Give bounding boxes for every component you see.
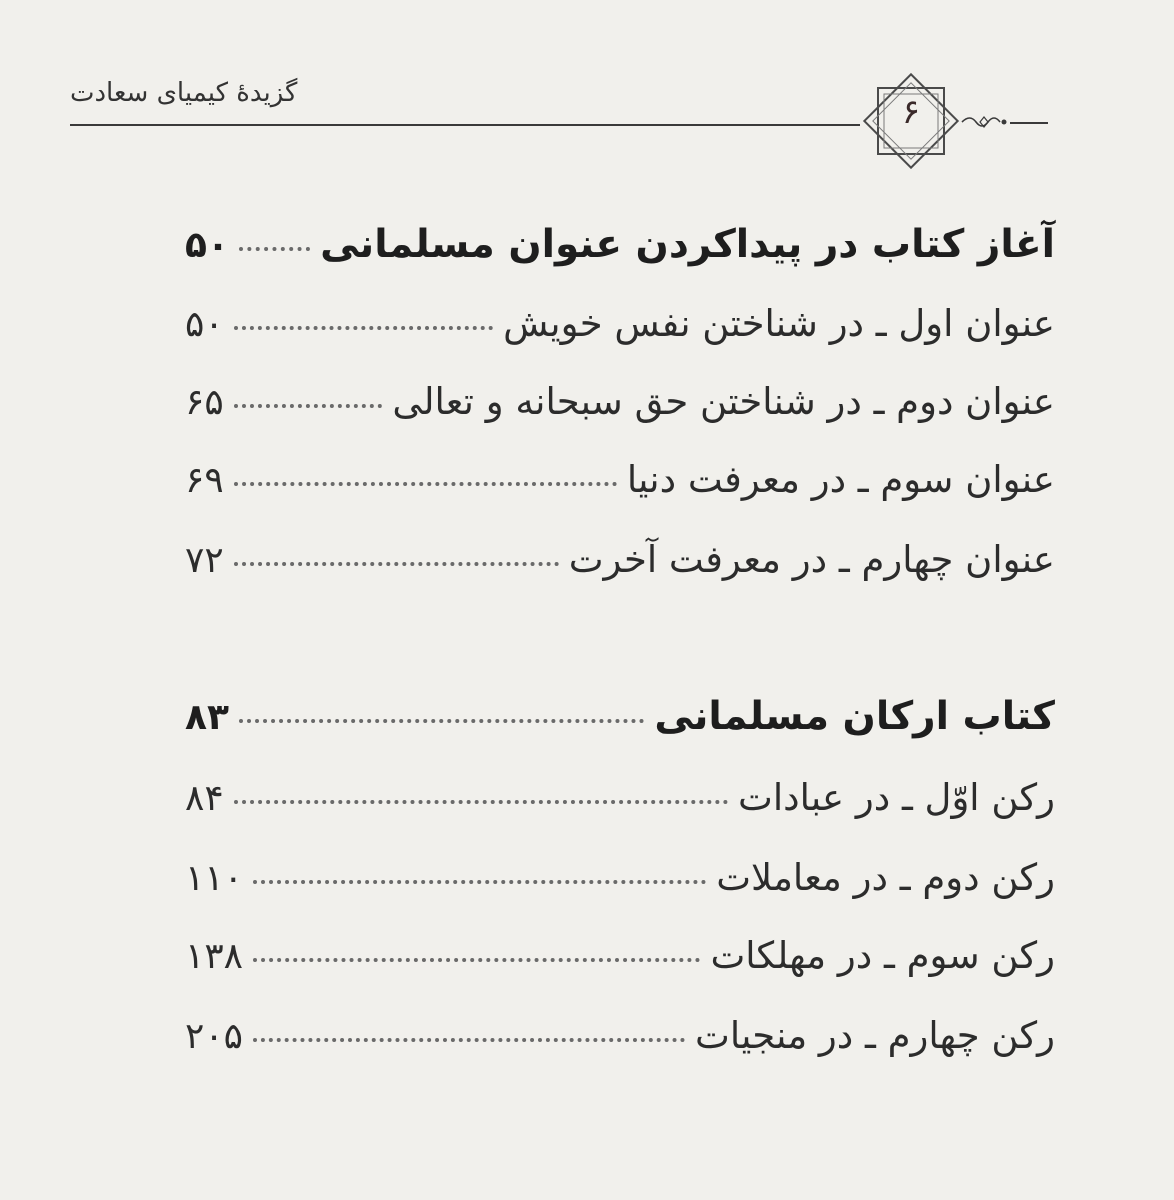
toc-page-number: ۱۱۰ xyxy=(185,858,244,899)
toc-page-number: ۶۹ xyxy=(185,460,224,501)
toc-entry-row[interactable] xyxy=(185,538,1055,598)
toc-entry-row[interactable] xyxy=(185,934,1055,994)
toc-leader-dots xyxy=(234,404,383,408)
toc-page-number: ۶۵ xyxy=(185,382,224,423)
toc-entry-title: عنوان چهارم ـ در معرفت آخرت xyxy=(568,538,1055,581)
toc-leader-dots xyxy=(253,880,706,884)
toc-entry-row[interactable] xyxy=(185,856,1055,916)
toc-page-number: ۱۳۸ xyxy=(185,936,244,977)
header-rule xyxy=(70,124,860,126)
toc-entry-row[interactable] xyxy=(185,1014,1055,1074)
running-title: گزیدهٔ کیمیای سعادت xyxy=(70,78,298,108)
toc-leader-dots xyxy=(234,800,728,804)
toc-leader-dots xyxy=(234,482,617,486)
toc-leader-dots xyxy=(253,1038,685,1042)
toc-entry-title: عنوان سوم ـ در معرفت دنیا xyxy=(626,458,1055,501)
toc-entry-title: رکن دوم ـ در معاملات xyxy=(716,856,1055,899)
toc-chapter-row[interactable] xyxy=(185,222,1055,282)
toc-page-number: ۷۲ xyxy=(185,540,224,581)
toc-leader-dots xyxy=(234,326,493,330)
toc-entry-row[interactable] xyxy=(185,380,1055,440)
toc-page-number: ۸۳ xyxy=(185,697,229,738)
toc-entry-title: رکن سوم ـ در مهلکات xyxy=(710,934,1055,977)
toc-page-number: ۸۴ xyxy=(185,778,224,819)
toc-page-number: ۵۰ xyxy=(185,304,224,345)
toc-entry-title: عنوان دوم ـ در شناختن حق سبحانه و تعالی xyxy=(392,380,1055,423)
toc-leader-dots xyxy=(239,247,310,251)
toc-leader-dots xyxy=(234,562,559,566)
toc-entry-row[interactable] xyxy=(185,776,1055,836)
header-rule-end xyxy=(1010,122,1048,124)
toc-page-number: ۲۰۵ xyxy=(185,1016,244,1057)
toc-entry-title: آغاز کتاب در پیداکردن عنوان مسلمانی xyxy=(320,222,1055,267)
toc-leader-dots xyxy=(239,719,644,723)
toc-page-number: ۵۰ xyxy=(185,225,229,266)
toc-entry-title: رکن چهارم ـ در منجیات xyxy=(695,1014,1055,1057)
toc-entry-title: کتاب ارکان مسلمانی xyxy=(654,694,1055,739)
page-number: ۶ xyxy=(901,92,921,132)
toc-entry-row[interactable] xyxy=(185,302,1055,362)
toc-chapter-row[interactable] xyxy=(185,694,1055,754)
toc-entry-title: رکن اوّل ـ در عبادات xyxy=(737,776,1055,819)
toc-leader-dots xyxy=(253,958,700,962)
toc-entry-row[interactable] xyxy=(185,458,1055,518)
toc-entry-title: عنوان اول ـ در شناختن نفس خویش xyxy=(503,302,1055,345)
